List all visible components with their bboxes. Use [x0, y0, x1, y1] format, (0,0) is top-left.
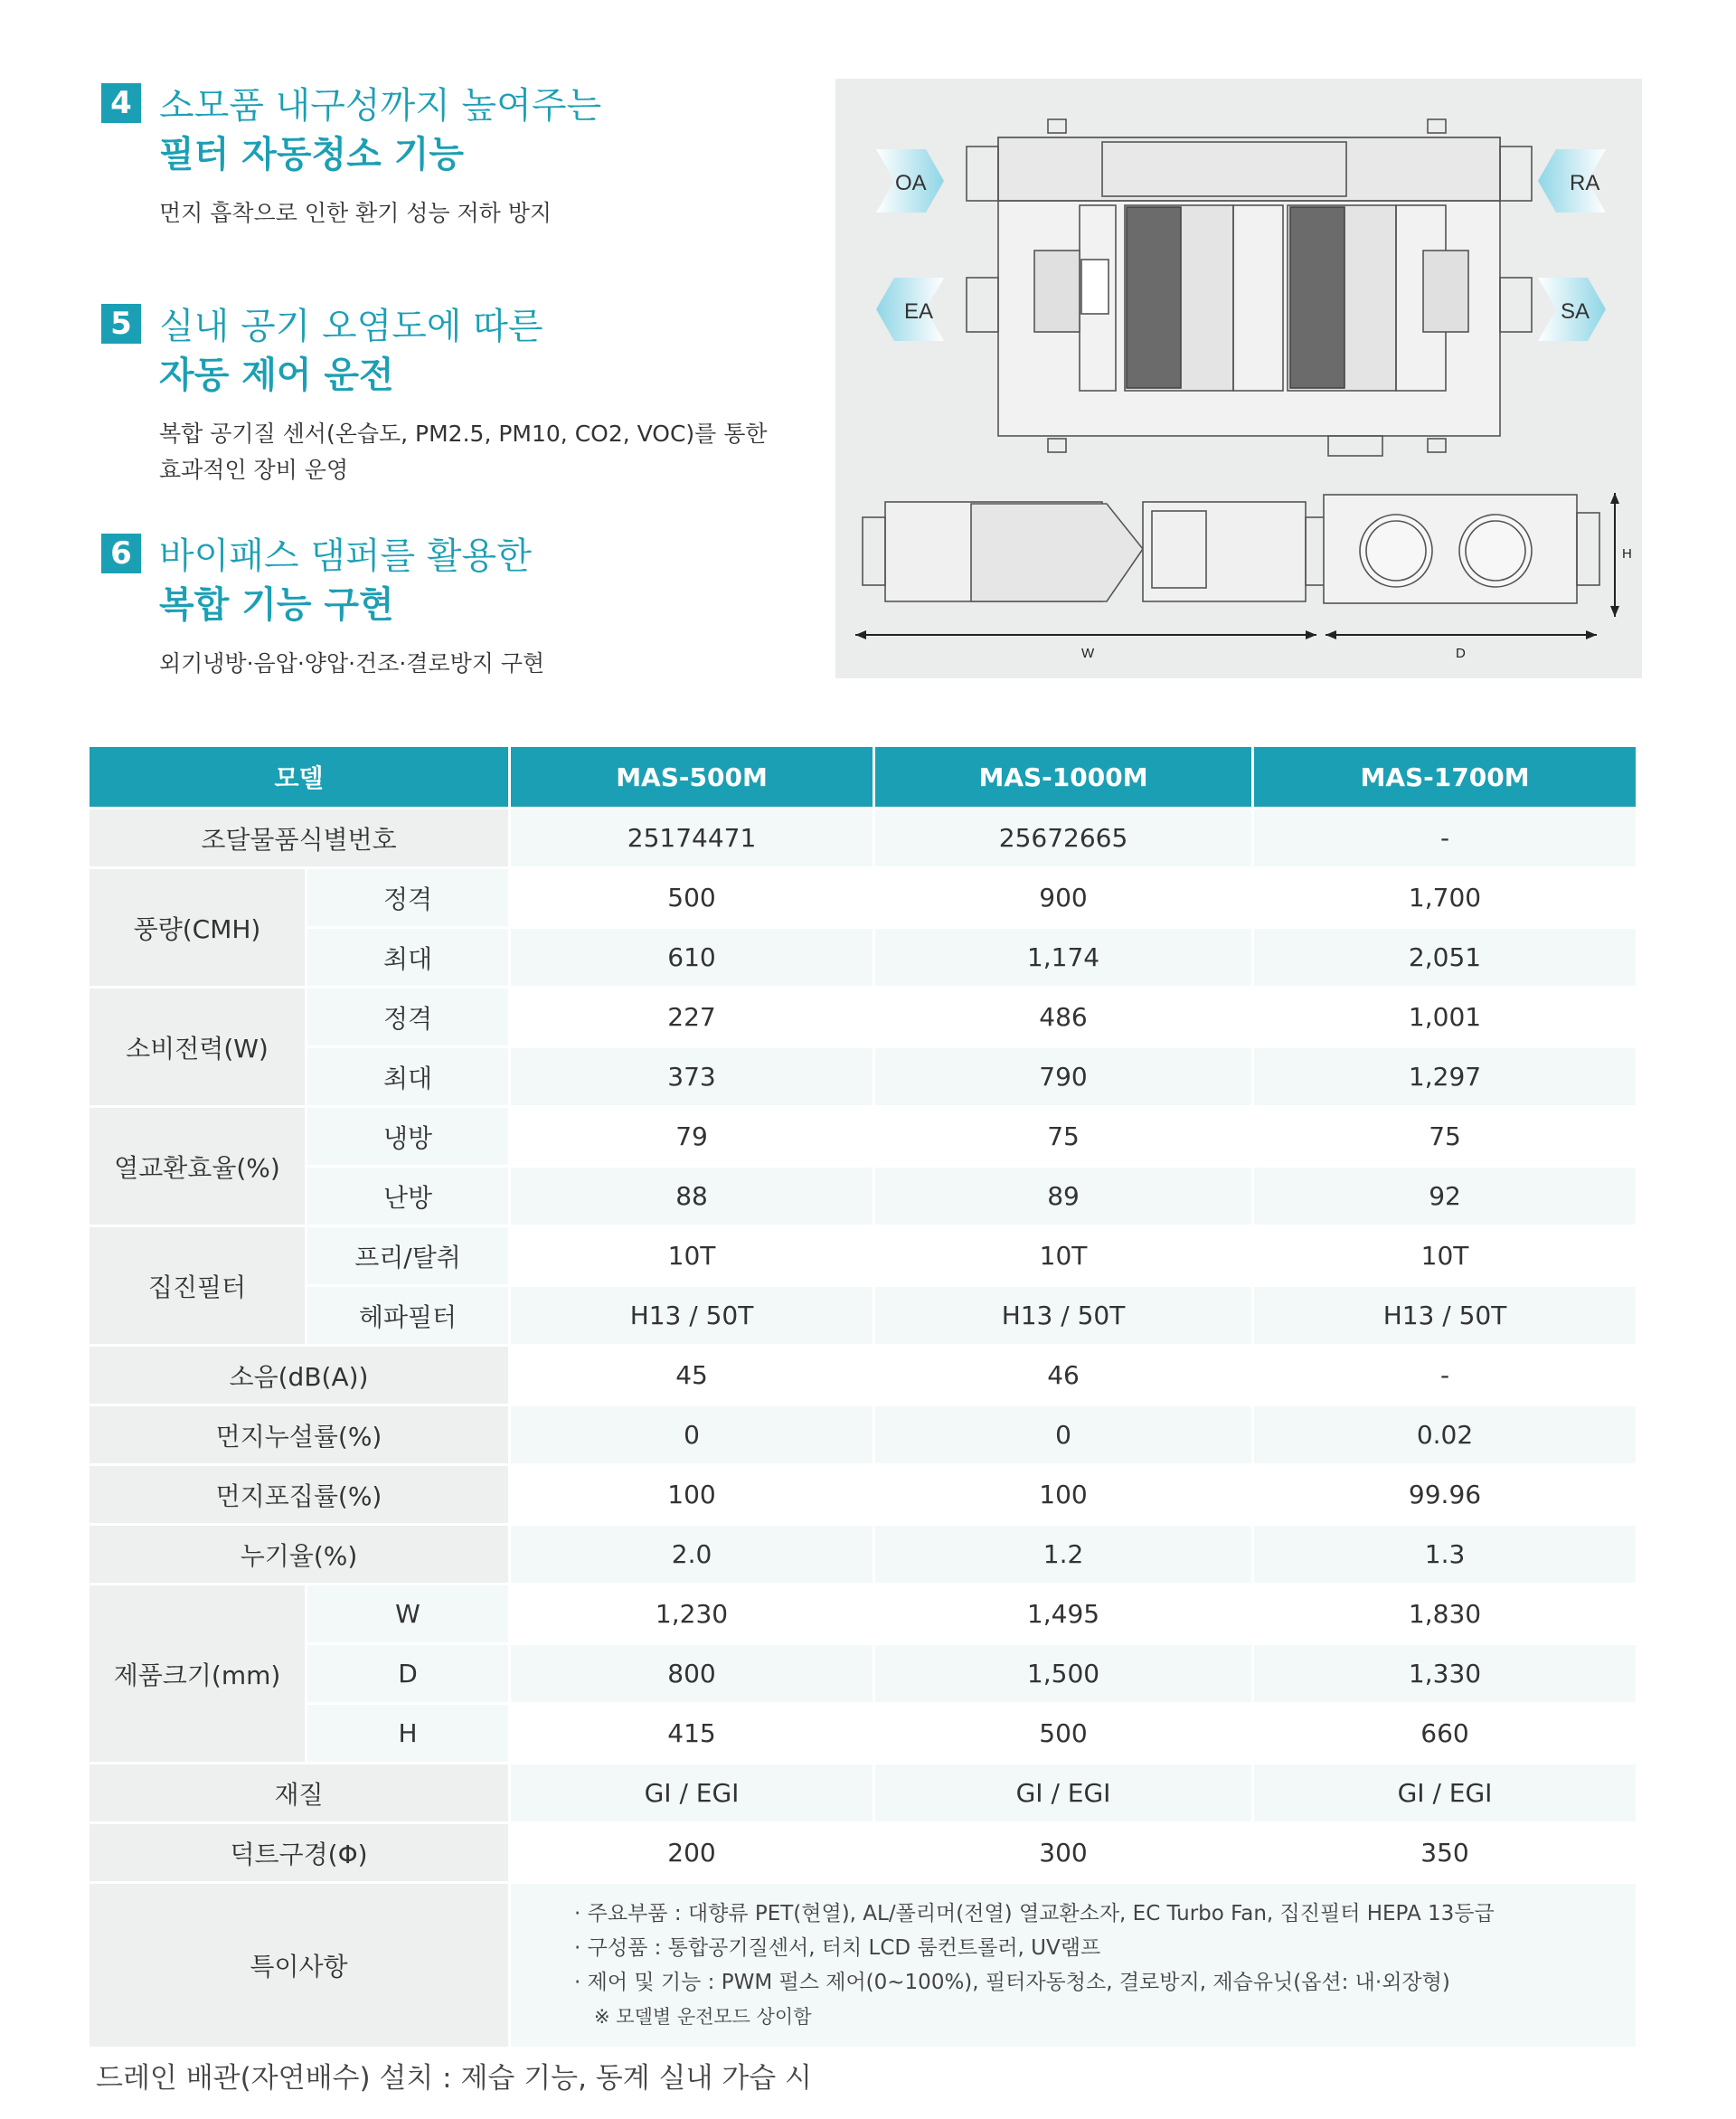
feature-title-line2: 복합 기능 구현 [159, 584, 394, 626]
table-cell: 1,700 [1254, 866, 1636, 926]
feature-description [159, 646, 825, 682]
table-cell: 89 [875, 1165, 1251, 1225]
table-row [90, 1702, 1636, 1762]
table-cell: 0.02 [1254, 1404, 1636, 1463]
row-sub-label: 정격 [307, 866, 508, 926]
flow-label-oa: OA [895, 171, 927, 195]
flow-label-ea: EA [904, 299, 934, 324]
fan-icon [1423, 251, 1468, 332]
table-cell: 1.2 [875, 1523, 1251, 1583]
table-cell: 200 [511, 1821, 873, 1881]
table-cell: 350 [1254, 1821, 1636, 1881]
row-group-label: 소비전력(W) [90, 986, 305, 1105]
row-group-label: 제품크기(mm) [90, 1583, 305, 1762]
feature-number-badge: 6 [101, 534, 141, 573]
feature-title-line1: 바이패스 댐퍼를 활용한 [159, 535, 532, 577]
dim-label-d: D [1456, 646, 1466, 661]
filter-mesh [1127, 207, 1181, 388]
notes-cell [511, 1881, 1636, 2047]
table-cell: 790 [875, 1045, 1251, 1105]
table-cell: 10T [875, 1225, 1251, 1284]
table-row [90, 1105, 1636, 1165]
table-cell: 1,174 [875, 926, 1251, 986]
table-row [90, 1045, 1636, 1105]
table-cell: 88 [511, 1165, 873, 1225]
table-cell: 300 [875, 1821, 1251, 1881]
table-cell: 1.3 [1254, 1523, 1636, 1583]
table-cell: GI / EGI [511, 1762, 873, 1821]
table-cell: 0 [875, 1404, 1251, 1463]
table-cell: 100 [511, 1463, 873, 1523]
row-label: 재질 [90, 1762, 508, 1821]
table-cell: 1,297 [1254, 1045, 1636, 1105]
feature-title-line1: 소모품 내구성까지 높여주는 [159, 85, 602, 127]
feature-auto-control [101, 302, 825, 488]
table-row [90, 1583, 1636, 1642]
table-cell: 1,001 [1254, 986, 1636, 1045]
table-cell: H13 / 50T [875, 1284, 1251, 1344]
table-cell: 1,495 [875, 1583, 1251, 1642]
table-cell: 415 [511, 1702, 873, 1762]
row-sub-label: 최대 [307, 1045, 508, 1105]
table-cell: 1,230 [511, 1583, 873, 1642]
table-row [90, 1821, 1636, 1881]
product-drawing [835, 79, 1642, 678]
feature-number-badge: 4 [101, 83, 141, 123]
note-line: · 주요부품 : 대향류 PET(현열), AL/폴리머(전열) 열교환소자, EC Turbo Fan, 집진필터 HEPA 13등급 [574, 1902, 1495, 1925]
row-sub-label: H [307, 1702, 508, 1762]
spec-table [87, 747, 1638, 2047]
header-col: MAS-1700M [1254, 747, 1636, 807]
table-row [90, 866, 1636, 926]
table-cell: 75 [875, 1105, 1251, 1165]
table-row [90, 926, 1636, 986]
flow-label-sa: SA [1561, 299, 1590, 324]
table-cell: 25672665 [875, 807, 1251, 866]
note-line: · 제어 및 기능 : PWM 펄스 제어(0~100%), 필터자동청소, 결로방지, 제습유닛(옵션: 내·외장형) [574, 1971, 1450, 1994]
table-cell: 2.0 [511, 1523, 873, 1583]
table-cell: H13 / 50T [511, 1284, 873, 1344]
feature-desc-line: 효과적인 장비 운영 [159, 457, 349, 483]
table-row [90, 1284, 1636, 1344]
table-cell: 660 [1254, 1702, 1636, 1762]
row-sub-label: 난방 [307, 1165, 508, 1225]
table-cell: 800 [511, 1642, 873, 1702]
feature-title-line2: 자동 제어 운전 [159, 355, 394, 396]
table-cell: 373 [511, 1045, 873, 1105]
row-label: 소음(dB(A)) [90, 1344, 508, 1404]
table-row [90, 1165, 1636, 1225]
table-cell: 500 [875, 1702, 1251, 1762]
table-row [90, 807, 1636, 866]
footer-note: 드레인 배관(자연배수) 설치 : 제습 기능, 동계 실내 가습 시 [96, 2062, 812, 2095]
note-subline: ※ 모델별 운전모드 상이함 [594, 2006, 812, 2028]
row-sub-label: 정격 [307, 986, 508, 1045]
feature-title-line1: 실내 공기 오염도에 따른 [159, 306, 543, 347]
arrow-oa-icon [876, 149, 944, 213]
table-row [90, 1762, 1636, 1821]
feature-description [159, 195, 825, 232]
feature-desc-line: 복합 공기질 센서(온습도, PM2.5, PM10, CO2, VOC)를 통한 [159, 421, 768, 447]
row-label: 덕트구경(Φ) [90, 1821, 508, 1881]
table-cell: 79 [511, 1105, 873, 1165]
table-cell: 610 [511, 926, 873, 986]
table-row [90, 1344, 1636, 1404]
header-col: MAS-500M [511, 747, 873, 807]
row-label: 특이사항 [90, 1881, 508, 2047]
table-cell: 25174471 [511, 807, 873, 866]
table-cell: 2,051 [1254, 926, 1636, 986]
row-label: 먼지누설률(%) [90, 1404, 508, 1463]
table-cell: 46 [875, 1344, 1251, 1404]
row-sub-label: 냉방 [307, 1105, 508, 1165]
header-model: 모델 [90, 747, 508, 807]
fan-icon [1034, 251, 1080, 332]
table-cell: H13 / 50T [1254, 1284, 1636, 1344]
feature-bypass-damper [101, 532, 825, 682]
table-cell: 10T [511, 1225, 873, 1284]
header-col: MAS-1000M [875, 747, 1251, 807]
feature-desc-line: 외기냉방·음압·양압·건조·결로방지 구현 [159, 650, 545, 676]
table-cell: 0 [511, 1404, 873, 1463]
table-cell: 500 [511, 866, 873, 926]
table-cell: GI / EGI [875, 1762, 1251, 1821]
table-cell: 486 [875, 986, 1251, 1045]
table-cell: 100 [875, 1463, 1251, 1523]
arrow-sa-icon [1538, 278, 1606, 341]
feature-number-badge: 5 [101, 304, 141, 344]
product-diagram [835, 79, 1642, 678]
flow-label-ra: RA [1570, 171, 1600, 195]
arrow-ea-icon [876, 278, 944, 341]
dim-label-w: W [1081, 646, 1095, 661]
table-cell: 99.96 [1254, 1463, 1636, 1523]
dim-label-h: H [1622, 546, 1632, 562]
table-cell: 1,500 [875, 1642, 1251, 1702]
table-cell: 227 [511, 986, 873, 1045]
table-cell: 10T [1254, 1225, 1636, 1284]
table-cell: 92 [1254, 1165, 1636, 1225]
row-label: 먼지포집률(%) [90, 1463, 508, 1523]
filter-mesh [1290, 207, 1344, 388]
arrow-ra-icon [1538, 149, 1606, 213]
table-row [90, 1225, 1636, 1284]
row-group-label: 열교환효율(%) [90, 1105, 305, 1225]
table-row [90, 986, 1636, 1045]
table-cell: - [1254, 1344, 1636, 1404]
table-row [90, 1642, 1636, 1702]
row-sub-label: 최대 [307, 926, 508, 986]
feature-description [159, 416, 825, 488]
table-header-row [90, 747, 1636, 807]
table-row [90, 1523, 1636, 1583]
row-sub-label: D [307, 1642, 508, 1702]
table-cell: 900 [875, 866, 1251, 926]
table-row [90, 1404, 1636, 1463]
row-group-label: 풍량(CMH) [90, 866, 305, 986]
table-cell: 75 [1254, 1105, 1636, 1165]
table-cell: - [1254, 807, 1636, 866]
feature-title-line2: 필터 자동청소 기능 [159, 134, 464, 175]
row-group-label: 집진필터 [90, 1225, 305, 1344]
feature-filter-autoclean [101, 81, 825, 232]
table-cell: GI / EGI [1254, 1762, 1636, 1821]
feature-desc-line: 먼지 흡착으로 인한 환기 성능 저하 방지 [159, 200, 552, 226]
table-cell: 45 [511, 1344, 873, 1404]
row-sub-label: 프리/탈취 [307, 1225, 508, 1284]
table-row-notes [90, 1881, 1636, 2047]
table-row [90, 1463, 1636, 1523]
row-sub-label: 헤파필터 [307, 1284, 508, 1344]
row-label: 조달물품식별번호 [90, 807, 508, 866]
table-cell: 1,330 [1254, 1642, 1636, 1702]
table-cell: 1,830 [1254, 1583, 1636, 1642]
row-sub-label: W [307, 1583, 508, 1642]
note-line: · 구성품 : 통합공기질센서, 터치 LCD 룸컨트롤러, UV램프 [574, 1936, 1101, 1960]
row-label: 누기율(%) [90, 1523, 508, 1583]
